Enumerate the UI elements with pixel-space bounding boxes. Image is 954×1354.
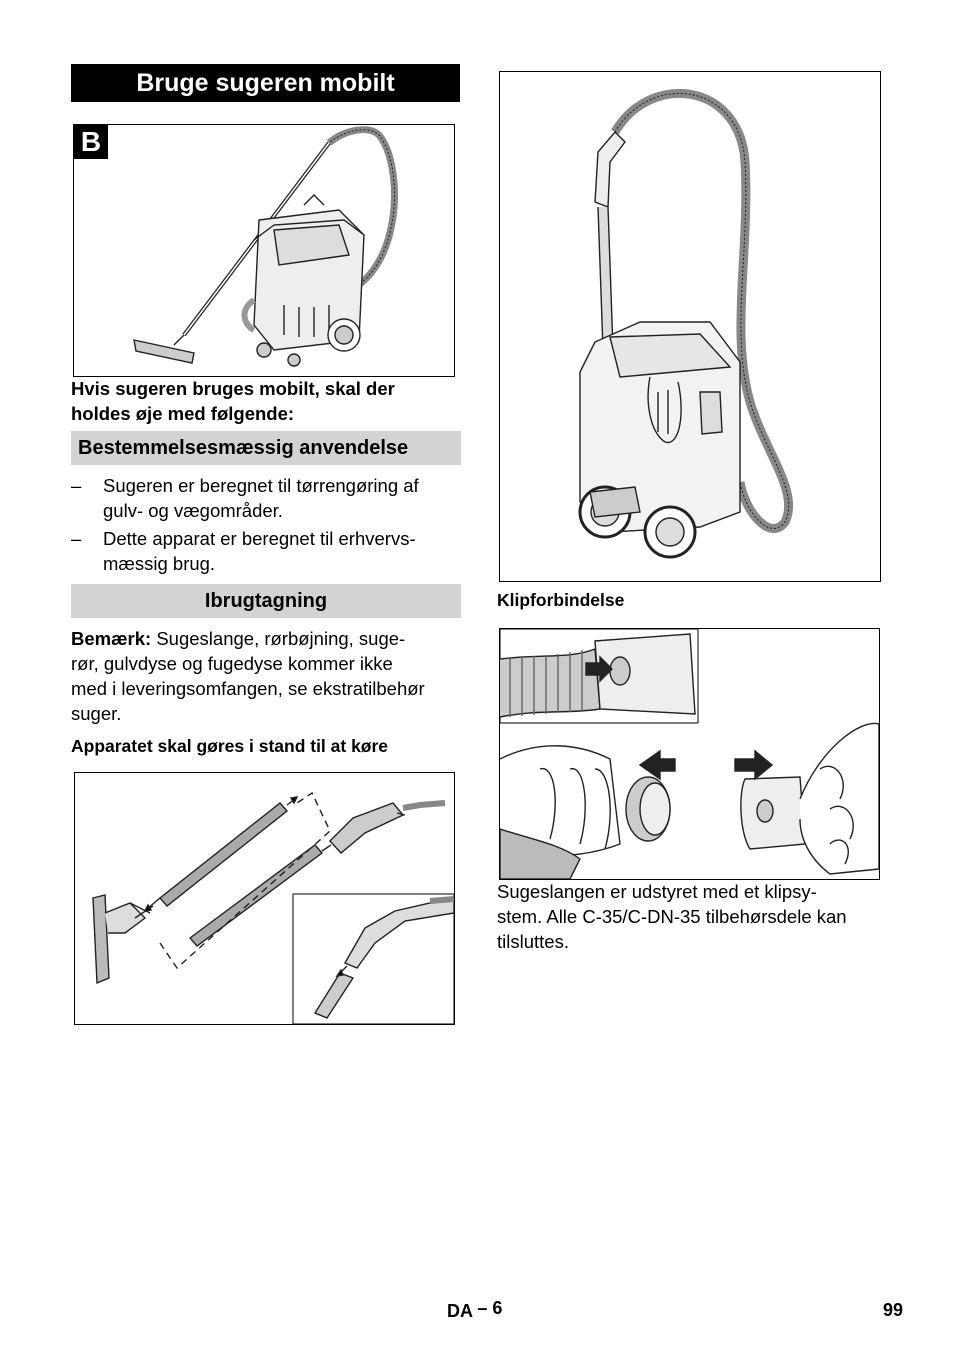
vacuum-illustration [74,125,454,376]
figure-assembly [74,772,455,1025]
subheading-prepare-drive: Apparatet skal gøres i stand til at køre [71,736,389,756]
list-item: – Dette apparat er beregnet til erhvervs- mæssig brug. [71,528,416,574]
list-item: – Sugeren er beregnet til tørrengøring af gulv- og vægområder. [71,475,419,521]
note-label: Bemærk: [71,628,152,649]
clip-illustration [500,629,879,879]
caption-clip-connection: Klipforbindelse [497,590,625,610]
clip-description: Sugeslangen er udstyret med et klipsy- stem. Alle C-35/C-DN-35 tilbehørsdele kan tilsluttes. [497,881,847,952]
figure-vacuum-large [499,71,881,582]
page-number: 99 [883,1300,904,1320]
section-title: Bruge sugeren mobilt [71,64,460,102]
assembly-illustration [75,773,454,1024]
note-paragraph: Bemærk: Sugeslange, rørbøjning, suge- rør, gulvdyse og fugedyse kommer ikke med i leveringsomfangen, se ekstratilbehør suger. [71,628,425,724]
subheading-startup: Ibrugtagning [71,584,461,618]
vacuum-large-illustration [500,72,880,581]
intro-text: Hvis sugeren bruges mobilt, skal der holdes øje med følgende: [71,378,395,424]
list-dash: – [71,528,82,549]
list-dash: – [71,475,82,496]
figure-label: B [74,125,108,159]
figure-vacuum-mobile [73,124,455,377]
subheading-intended-use: Bestemmelsesmæssig anvendelse [71,431,461,465]
footer-language-page: DA – 6 [447,1298,503,1321]
figure-clip-connection [499,628,880,880]
